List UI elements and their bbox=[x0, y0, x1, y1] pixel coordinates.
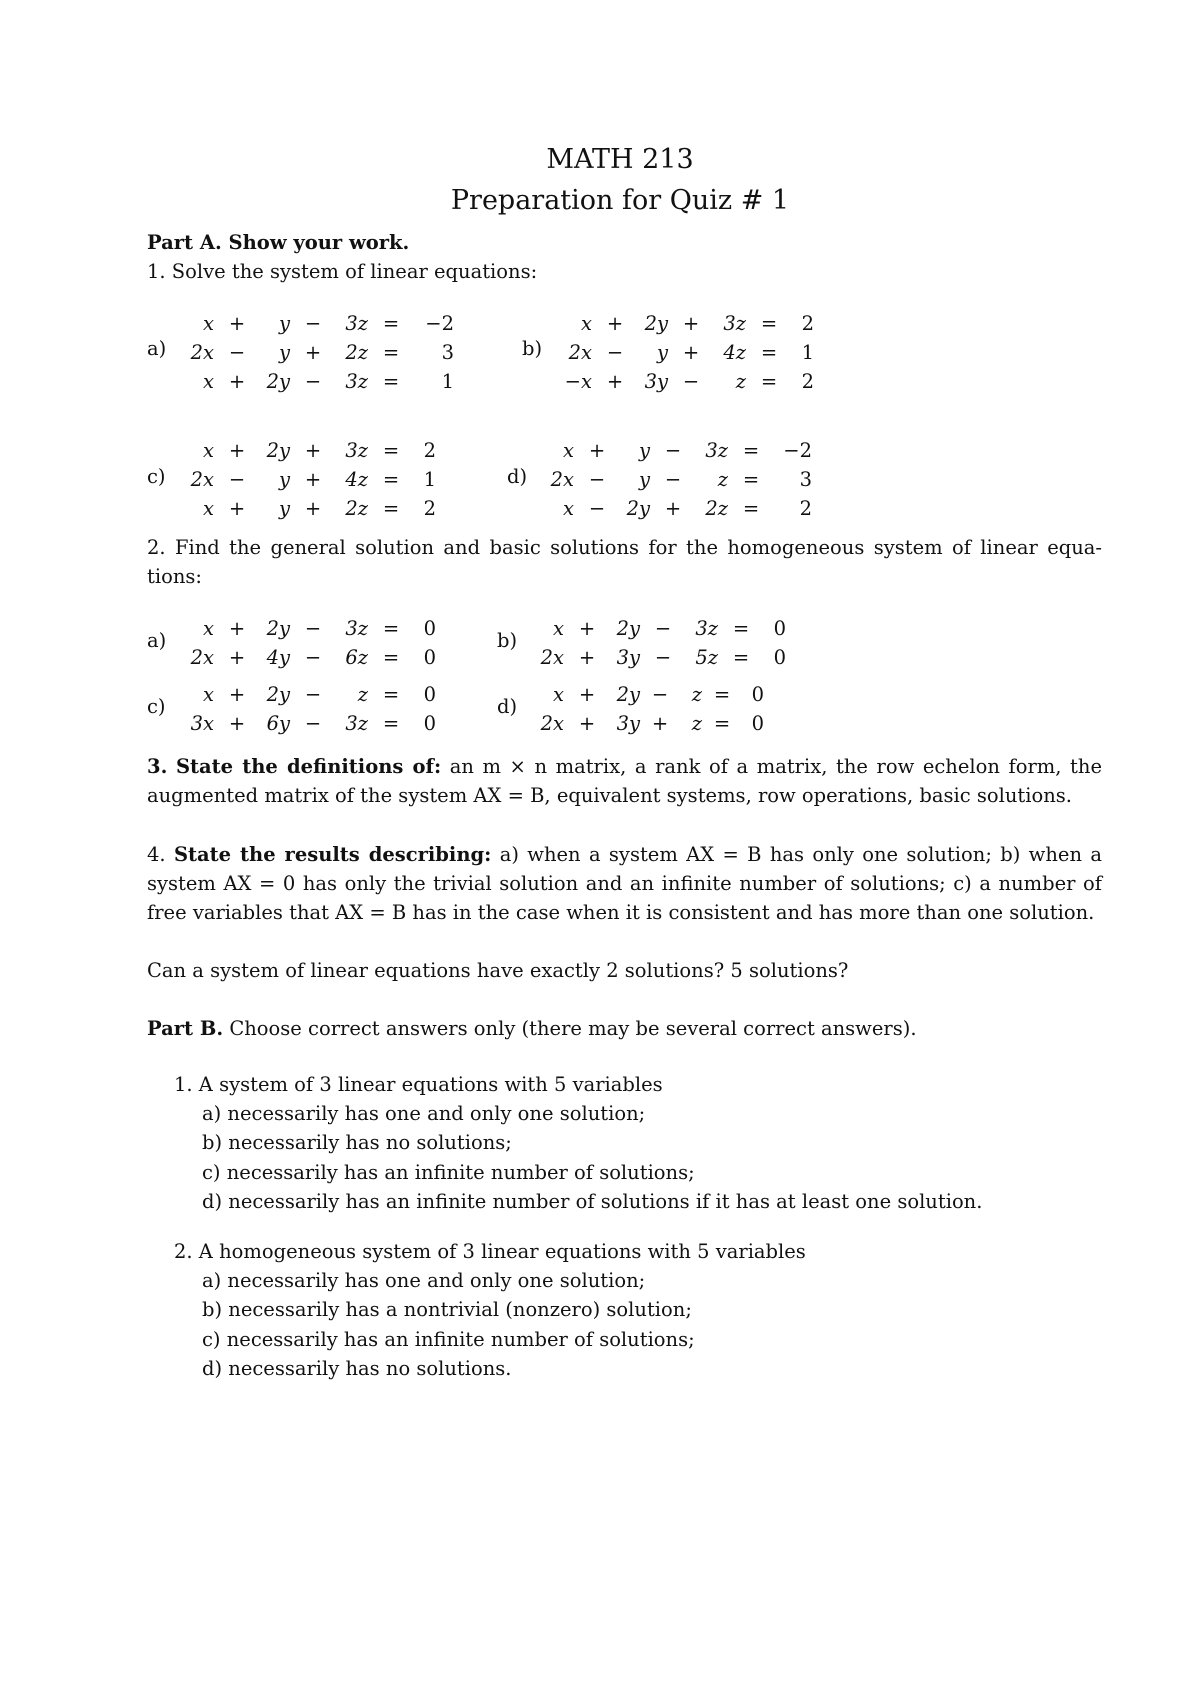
equation-term: 2y bbox=[616, 683, 640, 706]
equation-term: 1 bbox=[423, 468, 436, 491]
equation-term: 6z bbox=[345, 646, 368, 669]
equation-row bbox=[184, 309, 454, 338]
equation-term: = bbox=[382, 646, 400, 669]
equation-term: + bbox=[304, 341, 322, 364]
equation-term: 0 bbox=[773, 617, 786, 640]
equation-term: 2x bbox=[540, 646, 564, 669]
equation-term: 2x bbox=[190, 468, 214, 491]
equation-term: 5z bbox=[695, 646, 718, 669]
course-title: MATH 213 bbox=[546, 144, 694, 175]
equation-term: x bbox=[563, 497, 574, 520]
equation-row bbox=[184, 494, 436, 523]
question-1-prompt: 1. Solve the system of linear equations: bbox=[147, 260, 538, 283]
equation-term: = bbox=[382, 468, 400, 491]
mcq-2-option-a: a) necessarily has one and only one solution; bbox=[202, 1269, 646, 1293]
equation-term: z bbox=[735, 370, 746, 393]
equation-term: −2 bbox=[425, 312, 454, 335]
equation-term: 3z bbox=[345, 370, 368, 393]
equation-term: 0 bbox=[423, 683, 436, 706]
equation-term: 2z bbox=[345, 341, 368, 364]
equation-term: = bbox=[382, 370, 400, 393]
equation-term: + bbox=[228, 712, 246, 735]
part-b-instructions: Choose correct answers only (there may be several correct answers). bbox=[229, 1017, 917, 1040]
part-b-heading: Part B. bbox=[147, 1017, 224, 1040]
equation-row bbox=[534, 680, 764, 709]
equation-term: − bbox=[304, 370, 322, 393]
q2-system-d-label: d) bbox=[497, 695, 518, 718]
equation-row bbox=[544, 494, 812, 523]
equation-term: 2y bbox=[266, 617, 290, 640]
equation-term: 2x bbox=[550, 468, 574, 491]
equation-term: = bbox=[713, 712, 731, 735]
equation-term: = bbox=[382, 497, 400, 520]
question-3-number: 3. bbox=[147, 755, 168, 778]
equation-term: 2y bbox=[644, 312, 668, 335]
equation-row bbox=[560, 309, 814, 338]
equation-term: + bbox=[578, 683, 596, 706]
equation-term: 2 bbox=[801, 312, 814, 335]
equation-term: y bbox=[278, 497, 290, 520]
equation-term: 3x bbox=[190, 712, 214, 735]
equation-term: = bbox=[742, 497, 760, 520]
q2-system-d bbox=[534, 680, 764, 738]
equation-term: + bbox=[228, 370, 246, 393]
equation-term: = bbox=[382, 439, 400, 462]
q2-system-a bbox=[184, 614, 436, 672]
equation-term: 3z bbox=[345, 617, 368, 640]
equation-term: 4z bbox=[345, 468, 368, 491]
equation-term: 3z bbox=[705, 439, 728, 462]
equation-term: = bbox=[382, 617, 400, 640]
equation-term: 3z bbox=[723, 312, 746, 335]
equation-term: = bbox=[732, 617, 750, 640]
equation-term: y bbox=[638, 468, 650, 491]
equation-term: y bbox=[656, 341, 668, 364]
q1-system-a-label: a) bbox=[147, 337, 167, 360]
equation-term: 2y bbox=[266, 370, 290, 393]
equation-term: 3 bbox=[441, 341, 454, 364]
equation-term: −x bbox=[564, 370, 592, 393]
equation-term: + bbox=[578, 617, 596, 640]
question-4-bold-lead: State the results describing: bbox=[173, 843, 492, 866]
equation-row bbox=[184, 436, 436, 465]
question-3 bbox=[147, 752, 1102, 810]
equation-term: − bbox=[606, 341, 624, 364]
equation-term: = bbox=[760, 370, 778, 393]
equation-term: y bbox=[638, 439, 650, 462]
equation-term: − bbox=[682, 370, 700, 393]
equation-term: − bbox=[304, 646, 322, 669]
question-3-text: an m × n matrix, a rank of a matrix, the row echelon form, the augmented matrix of the system AX = B, equivalent systems, row operations, basic solutions. bbox=[147, 755, 1102, 808]
equation-term: = bbox=[760, 312, 778, 335]
equation-term: 3 bbox=[799, 468, 812, 491]
equation-term: + bbox=[228, 683, 246, 706]
equation-row bbox=[560, 367, 814, 396]
mcq-1-option-a: a) necessarily has one and only one solution; bbox=[202, 1102, 646, 1126]
equation-term: − bbox=[228, 468, 246, 491]
equation-term: + bbox=[228, 312, 246, 335]
equation-row bbox=[184, 680, 436, 709]
question-2-prompt: 2. Find the general solution and basic solutions for the homogeneous system of linear equa- tions: bbox=[147, 536, 1102, 589]
mcq-2-option-b: b) necessarily has a nontrivial (nonzero) solution; bbox=[202, 1298, 692, 1322]
equation-term: 0 bbox=[751, 683, 764, 706]
equation-row bbox=[184, 614, 436, 643]
equation-term: 2y bbox=[266, 683, 290, 706]
equation-term: − bbox=[228, 341, 246, 364]
equation-term: x bbox=[203, 439, 214, 462]
q2-system-b-label: b) bbox=[497, 629, 518, 652]
equation-term: 4z bbox=[723, 341, 746, 364]
mcq-question-2 bbox=[174, 1237, 1104, 1383]
q1-system-b bbox=[560, 309, 814, 396]
question-4 bbox=[147, 840, 1102, 928]
q2-system-c-label: c) bbox=[147, 695, 166, 718]
equation-term: z bbox=[691, 683, 702, 706]
equation-term: z bbox=[717, 468, 728, 491]
equation-term: + bbox=[664, 497, 682, 520]
equation-row bbox=[184, 338, 454, 367]
equation-row bbox=[184, 709, 436, 738]
question-4-text: a) when a system AX = B has only one solution; b) when a system AX = 0 has only the trivial solution and an infinite number of solutions; c) a number of free variables that AX = B has in the case when it is consistent and has more than one solution. bbox=[147, 843, 1102, 925]
question-3-bold-lead: State the definitions of: bbox=[175, 755, 442, 778]
equation-term: = bbox=[742, 439, 760, 462]
equation-term: 2x bbox=[190, 341, 214, 364]
equation-term: 3z bbox=[345, 312, 368, 335]
mcq-2-stem: 2. A homogeneous system of 3 linear equations with 5 variables bbox=[174, 1240, 806, 1263]
equation-term: 3y bbox=[616, 646, 640, 669]
equation-term: + bbox=[606, 312, 624, 335]
equation-term: x bbox=[563, 439, 574, 462]
equation-term: + bbox=[682, 341, 700, 364]
equation-term: 0 bbox=[751, 712, 764, 735]
equation-term: = bbox=[742, 468, 760, 491]
equation-row bbox=[544, 436, 812, 465]
equation-term: − bbox=[588, 497, 606, 520]
mcq-1-stem: 1. A system of 3 linear equations with 5 variables bbox=[174, 1073, 663, 1096]
equation-term: x bbox=[553, 683, 564, 706]
equation-term: − bbox=[304, 312, 322, 335]
equation-term: y bbox=[278, 341, 290, 364]
equation-term: 2y bbox=[626, 497, 650, 520]
equation-term: 3z bbox=[345, 712, 368, 735]
quiz-subtitle: Preparation for Quiz # 1 bbox=[450, 185, 790, 216]
equation-term: = bbox=[713, 683, 731, 706]
equation-term: + bbox=[228, 439, 246, 462]
equation-term: x bbox=[203, 312, 214, 335]
equation-term: − bbox=[588, 468, 606, 491]
equation-term: − bbox=[304, 683, 322, 706]
equation-term: = bbox=[760, 341, 778, 364]
q1-system-c-label: c) bbox=[147, 465, 166, 488]
q1-system-d bbox=[544, 436, 812, 523]
equation-term: 3z bbox=[695, 617, 718, 640]
equation-term: + bbox=[588, 439, 606, 462]
equation-term: 0 bbox=[773, 646, 786, 669]
q2-system-b bbox=[534, 614, 786, 672]
equation-term: 2 bbox=[423, 439, 436, 462]
equation-term: 4y bbox=[266, 646, 290, 669]
equation-row bbox=[184, 367, 454, 396]
equation-row bbox=[184, 643, 436, 672]
equation-term: + bbox=[606, 370, 624, 393]
mcq-1-option-d: d) necessarily has an infinite number of solutions if it has at least one solution. bbox=[202, 1189, 983, 1213]
mcq-question-1 bbox=[174, 1070, 1104, 1216]
q1-system-c bbox=[184, 436, 436, 523]
q2-system-c bbox=[184, 680, 436, 738]
equation-term: 3y bbox=[616, 712, 640, 735]
equation-term: 2x bbox=[190, 646, 214, 669]
equation-term: x bbox=[581, 312, 592, 335]
equation-term: + bbox=[228, 646, 246, 669]
equation-term: = bbox=[382, 312, 400, 335]
mcq-2-option-d: d) necessarily has no solutions. bbox=[202, 1356, 512, 1380]
equation-term: x bbox=[203, 370, 214, 393]
equation-term: = bbox=[382, 683, 400, 706]
equation-term: + bbox=[578, 646, 596, 669]
mcq-1-option-b: b) necessarily has no solutions; bbox=[202, 1131, 512, 1155]
equation-term: x bbox=[203, 497, 214, 520]
equation-term: − bbox=[651, 683, 669, 706]
q1-system-a bbox=[184, 309, 454, 396]
part-b-intro bbox=[147, 1014, 1102, 1043]
q1-system-b-label: b) bbox=[522, 337, 543, 360]
part-a-heading: Part A. Show your work. bbox=[147, 231, 410, 254]
equation-term: 2y bbox=[616, 617, 640, 640]
question-5: Can a system of linear equations have exactly 2 solutions? 5 solutions? bbox=[147, 959, 849, 982]
equation-term: x bbox=[203, 683, 214, 706]
equation-term: − bbox=[654, 617, 672, 640]
equation-term: 2z bbox=[345, 497, 368, 520]
equation-term: + bbox=[578, 712, 596, 735]
equation-term: x bbox=[553, 617, 564, 640]
equation-term: + bbox=[304, 439, 322, 462]
equation-row bbox=[560, 338, 814, 367]
equation-term: 2 bbox=[423, 497, 436, 520]
equation-term: 3z bbox=[345, 439, 368, 462]
equation-term: 2y bbox=[266, 439, 290, 462]
equation-term: = bbox=[382, 341, 400, 364]
equation-term: + bbox=[651, 712, 669, 735]
equation-row bbox=[534, 709, 764, 738]
equation-term: = bbox=[382, 712, 400, 735]
equation-term: − bbox=[654, 646, 672, 669]
equation-term: + bbox=[682, 312, 700, 335]
equation-row bbox=[534, 643, 786, 672]
equation-term: − bbox=[304, 712, 322, 735]
equation-term: + bbox=[228, 497, 246, 520]
mcq-1-option-c: c) necessarily has an infinite number of solutions; bbox=[202, 1160, 695, 1184]
q1-system-d-label: d) bbox=[507, 465, 528, 488]
equation-term: 2z bbox=[705, 497, 728, 520]
equation-term: 0 bbox=[423, 617, 436, 640]
equation-term: 2x bbox=[568, 341, 592, 364]
equation-term: + bbox=[304, 497, 322, 520]
equation-term: + bbox=[228, 617, 246, 640]
q2-system-a-label: a) bbox=[147, 629, 167, 652]
equation-term: 3y bbox=[644, 370, 668, 393]
equation-term: y bbox=[278, 312, 290, 335]
equation-row bbox=[184, 465, 436, 494]
equation-row bbox=[534, 614, 786, 643]
equation-term: 1 bbox=[801, 341, 814, 364]
equation-term: 2 bbox=[799, 497, 812, 520]
equation-row bbox=[544, 465, 812, 494]
equation-term: z bbox=[691, 712, 702, 735]
equation-term: − bbox=[664, 468, 682, 491]
equation-term: x bbox=[203, 617, 214, 640]
equation-term: − bbox=[664, 439, 682, 462]
equation-term: − bbox=[304, 617, 322, 640]
equation-term: 0 bbox=[423, 712, 436, 735]
equation-term: 1 bbox=[441, 370, 454, 393]
equation-term: 2 bbox=[801, 370, 814, 393]
question-4-number: 4. bbox=[147, 843, 166, 866]
equation-term: −2 bbox=[783, 439, 812, 462]
equation-term: + bbox=[304, 468, 322, 491]
equation-term: y bbox=[278, 468, 290, 491]
equation-term: 0 bbox=[423, 646, 436, 669]
equation-term: 2x bbox=[540, 712, 564, 735]
equation-term: 6y bbox=[266, 712, 290, 735]
mcq-2-option-c: c) necessarily has an infinite number of solutions; bbox=[202, 1327, 695, 1351]
equation-term: z bbox=[357, 683, 368, 706]
equation-term: = bbox=[732, 646, 750, 669]
